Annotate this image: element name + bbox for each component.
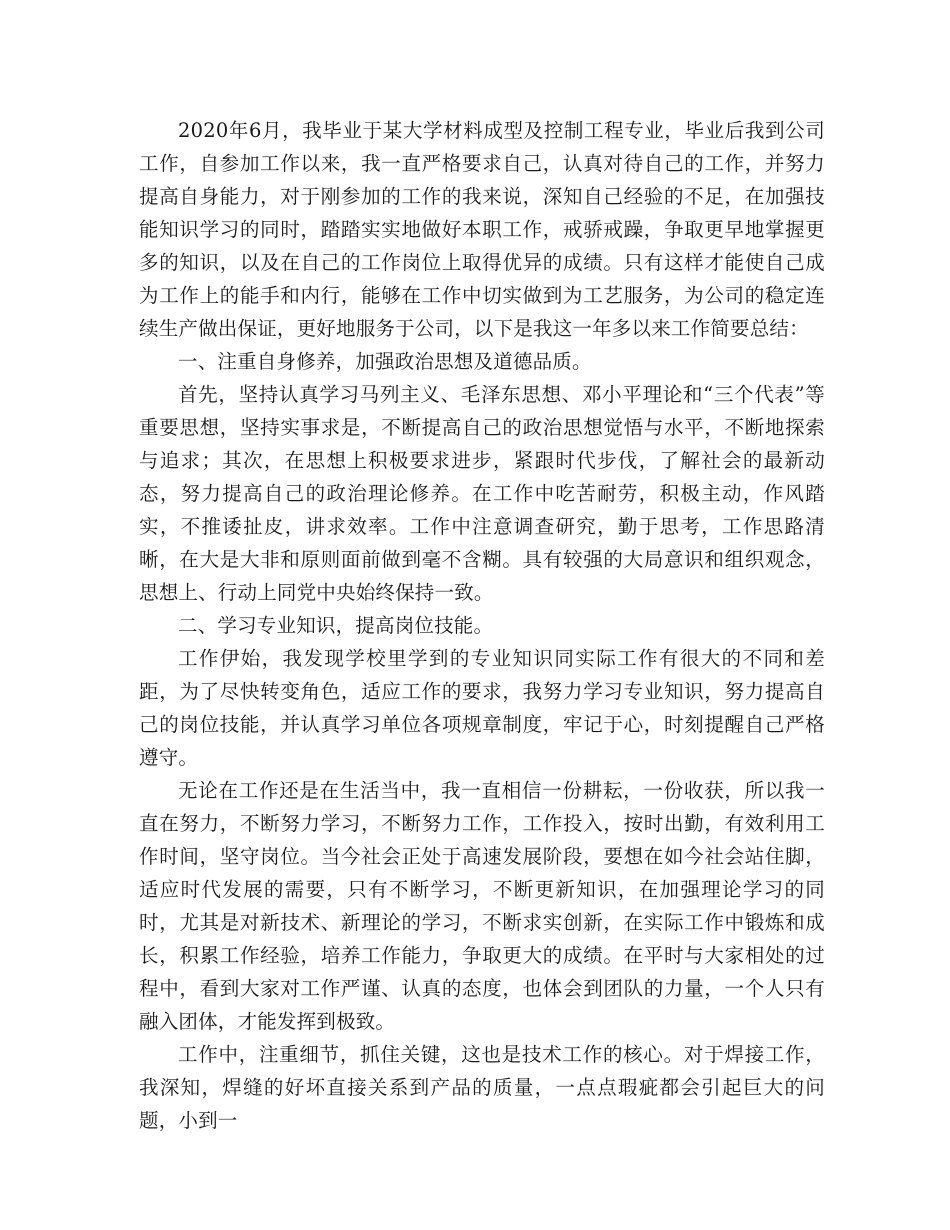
paragraph-political: 首先，坚持认真学习马列主义、毛泽东思想、邓小平理论和“三个代表”等重要思想，坚持实事求是，不断提高自己的政治思想觉悟与水平，不断地探索与追求；其次，在思想上积极要求进步，紧跟时代步伐，了解社会的最新动态，努力提高自己的政治理论修养。在工作中吃苦耐劳，积极主动，作风踏实，不推诿扯皮，讲求效率。工作中注意调查研究，勤于思考，工作思路清晰，在大是大非和原则面前做到毫不含糊。具有较强的大局意识和组织观念，思想上、行动上同党中央始终保持一致。 (139, 383, 825, 604)
section-heading-2: 二、学习专业知识，提高岗位技能。 (178, 614, 494, 637)
section-heading-1: 一、注重自身修养，加强政治思想及道德品质。 (178, 350, 592, 373)
document-body (139, 114, 825, 1137)
paragraph-learning: 工作伊始，我发现学校里学到的专业知识同实际工作有很大的不同和差距，为了尽快转变角色，适应工作的要求，我努力学习专业知识，努力提高自己的岗位技能，并认真学习单位各项规章制度，牢记于心，时刻提醒自己严格遵守。 (139, 647, 825, 769)
paragraph-intro: 2020年6月，我毕业于某大学材料成型及控制工程专业，毕业后我到公司工作，自参加工作以来，我一直严格要求自己，认真对待自己的工作，并努力提高自身能力，对于刚参加的工作的我来说，深知自己经验的不足，在加强技能知识学习的同时，踏踏实实地做好本职工作，戒骄戒躁，争取更早地掌握更多的知识，以及在自己的工作岗位上取得优异的成绩。只有这样才能使自己成为工作上的能手和内行，能够在工作中切实做到为工艺服务，为公司的稳定连续生产做出保证，更好地服务于公司，以下是我这一年多以来工作简要总结： (139, 119, 825, 340)
paragraph-effort: 无论在工作还是在生活当中，我一直相信一份耕耘，一份收获，所以我一直在努力，不断努力学习，不断努力工作，工作投入，按时出勤，有效利用工作时间，坚守岗位。当今社会正处于高速发展阶段，要想在如今社会站住脚，适应时代发展的需要，只有不断学习，不断更新知识，在加强理论学习的同时，尤其是对新技术、新理论的学习，不断求实创新，在实际工作中锻炼和成长，积累工作经验，培养工作能力，争取更大的成绩。在平时与大家相处的过程中，看到大家对工作严谨、认真的态度，也体会到团队的力量，一个人只有融入团体，才能发挥到极致。 (139, 779, 825, 1033)
paragraph-details: 工作中，注重细节，抓住关键，这也是技术工作的核心。对于焊接工作，我深知，焊缝的好坏直接关系到产品的质量，一点点瑕疵都会引起巨大的问题，小到一 (139, 1043, 825, 1132)
